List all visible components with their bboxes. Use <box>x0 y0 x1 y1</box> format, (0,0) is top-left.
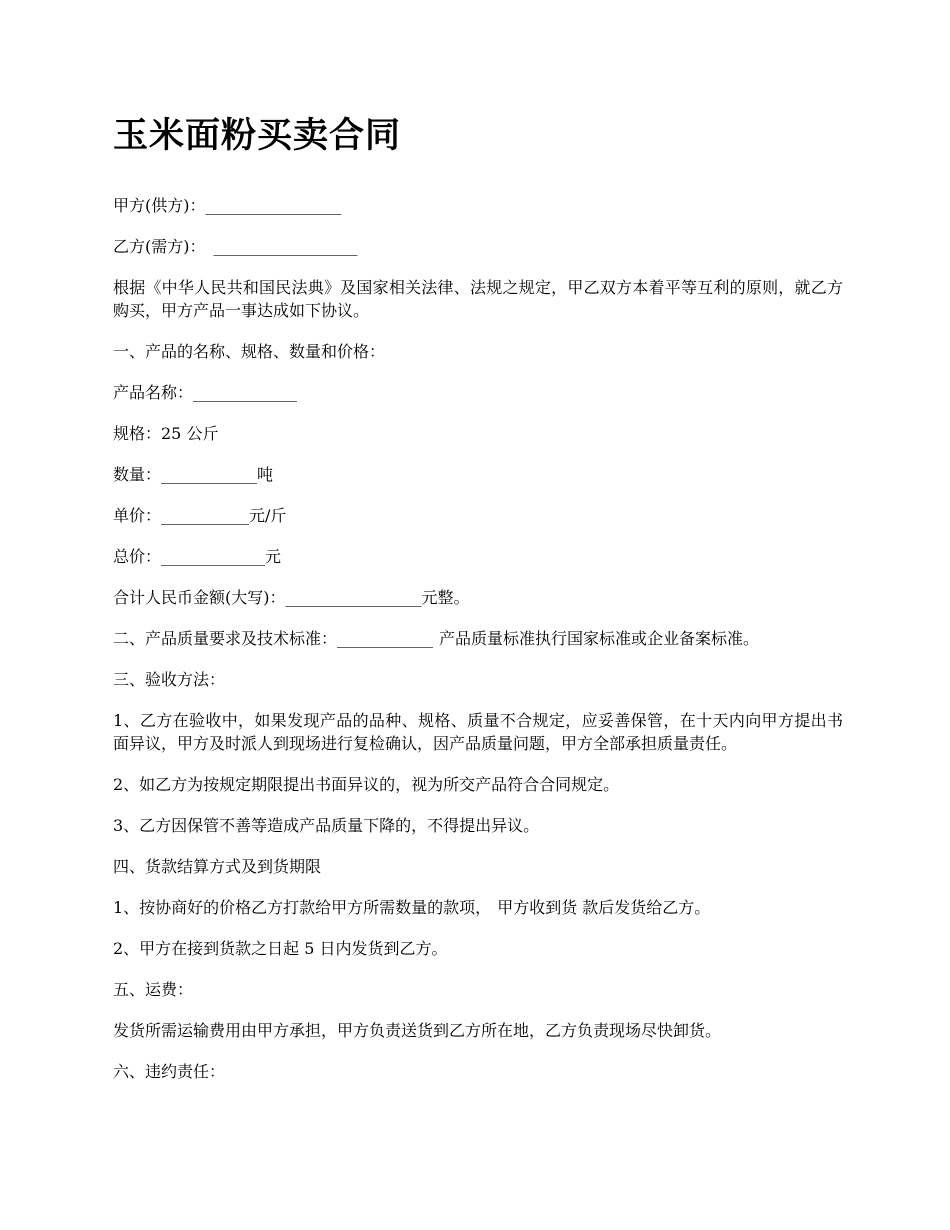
contract-page <box>113 112 843 1101</box>
section-3-heading: 三、验收方法： <box>113 670 226 689</box>
section-2-label: 二、产品质量要求及技术标准：____________ <box>113 629 434 648</box>
product-name-line: 产品名称：_____________ <box>113 383 298 402</box>
section-6-heading: 六、违约责任： <box>113 1062 226 1081</box>
section-4-item-2: 2、甲方在接到货款之日起 5 日内发货到乙方。 <box>113 939 448 958</box>
section-5-text: 发货所需运输费用由甲方承担，甲方负责送货到乙方所在地，乙方负责现场尽快卸货。 <box>113 1021 722 1040</box>
total-rmb-line: 合计人民币金额(大写)：_________________元整。 <box>113 588 470 607</box>
section-4-item-1-part-b: 甲方收到货 款后发货给乙方。 <box>497 898 711 917</box>
section-3-item-1: 1、乙方在验收中，如果发现产品的品种、规格、质量不合规定，应妥善保管，在十天内向甲方提出书面异议，甲方及时派人到现场进行复检确认，因产品质量问题，甲方全部承担质量责任。 <box>113 711 843 753</box>
section-1-heading: 一、产品的名称、规格、数量和价格： <box>113 342 386 361</box>
section-3-item-3: 3、乙方因保管不善等造成产品质量下降的，不得提出异议。 <box>113 816 540 835</box>
section-4-item-1 <box>113 896 843 919</box>
spec-line: 规格：25 公斤 <box>113 424 219 443</box>
party-b-label: 乙方(需方)： <box>113 237 206 256</box>
section-4-heading: 四、货款结算方式及到货期限 <box>113 857 322 876</box>
party-b-line <box>113 235 843 258</box>
total-price-line: 总价：_____________元 <box>113 547 282 566</box>
section-5-heading: 五、运费： <box>113 980 194 999</box>
unit-price-line: 单价：___________元/斤 <box>113 506 287 525</box>
section-4-item-1-part-a: 1、按协商好的价格乙方打款给甲方所需数量的款项， <box>113 898 492 917</box>
party-b-blank: __________________ <box>213 237 358 256</box>
section-2-paragraph <box>113 627 843 650</box>
quantity-line: 数量：____________吨 <box>113 465 274 484</box>
document-title: 玉米面粉买卖合同 <box>113 115 402 156</box>
preamble-paragraph: 根据《中华人民共和国民法典》及国家相关法律、法规之规定，甲乙双方本着平等互利的原则，就乙方购买，甲方产品一事达成如下协议。 <box>113 278 843 320</box>
section-3-item-2: 2、如乙方为按规定期限提出书面异议的，视为所交产品符合合同规定。 <box>113 775 620 794</box>
section-2-text: 产品质量标准执行国家标准或企业备案标准。 <box>439 629 760 648</box>
party-a-line: 甲方(供方)：_________________ <box>113 196 342 215</box>
